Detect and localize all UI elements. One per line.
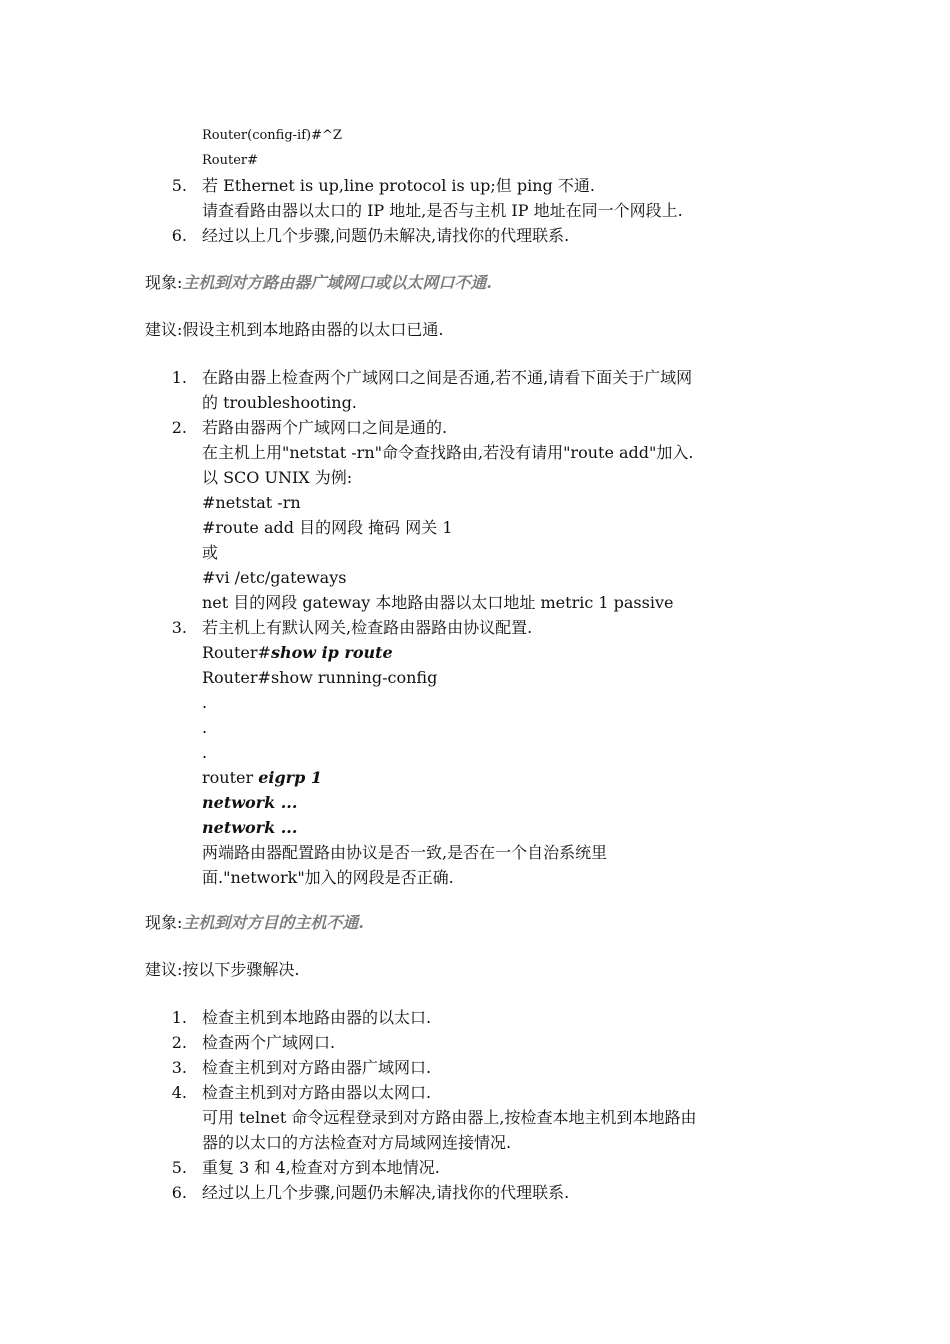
list-item-text: 检查主机到对方路由器以太网口. [202, 1083, 432, 1102]
list-item-text: 的 troubleshooting. [202, 393, 357, 412]
phenomenon-text: 主机到对方路由器广域网口或以太网口不通. [182, 273, 492, 292]
router-keyword: router [202, 768, 259, 787]
code-line: Router(config-if)#^Z [202, 128, 342, 143]
list-item-text: 在路由器上检查两个广域网口之间是否通,若不通,请看下面关于广域网 [202, 368, 693, 387]
list-number: 3. [171, 1058, 187, 1077]
suggestion-heading: 建议:按以下步骤解决. [145, 960, 300, 979]
list-number: 2. [171, 1033, 187, 1052]
dot-line: . [202, 718, 208, 737]
dot-line: . [202, 743, 208, 762]
list-number: 5. [171, 176, 187, 195]
code-line: net 目的网段 gateway 本地路由器以太口地址 metric 1 passive [202, 593, 674, 612]
suggestion-heading: 建议:假设主机到本地路由器的以太口已通. [145, 320, 444, 339]
dot-line: . [202, 693, 208, 712]
list-number: 6. [171, 226, 187, 245]
list-item-text: 若 Ethernet is up,line protocol is up;但 ping 不通. [202, 176, 595, 195]
code-line: Router#show running-config [202, 668, 438, 687]
list-item-text: 检查两个广域网口. [202, 1033, 336, 1052]
list-number: 4. [171, 1083, 187, 1102]
list-number: 6. [171, 1183, 187, 1202]
list-number: 3. [171, 618, 187, 637]
list-item-text: 器的以太口的方法检查对方局域网连接情况. [202, 1133, 512, 1152]
code-line: #vi /etc/gateways [202, 568, 347, 587]
router-prompt: Router# [202, 643, 271, 662]
list-item-text: 检查主机到本地路由器的以太口. [202, 1008, 432, 1027]
list-item-text: 若路由器两个广域网口之间是通的. [202, 418, 448, 437]
list-item-text: 重复 3 和 4,检查对方到本地情况. [202, 1158, 440, 1177]
phenomenon-heading [145, 911, 364, 935]
list-item-text: 或 [202, 543, 219, 562]
code-line [202, 766, 322, 790]
list-number: 5. [171, 1158, 187, 1177]
list-item-text: 在主机上用"netstat -rn"命令查找路由,若没有请用"route add"加入. [202, 443, 694, 462]
list-item-text: 两端路由器配置路由协议是否一致,是否在一个自治系统里 [202, 843, 608, 862]
list-item-text: 面."network"加入的网段是否正确. [202, 868, 454, 887]
list-item-text: 经过以上几个步骤,问题仍未解决,请找你的代理联系. [202, 226, 570, 245]
emphasized-command: eigrp 1 [258, 768, 322, 787]
code-line [202, 641, 393, 665]
list-item-text: 请查看路由器以太口的 IP 地址,是否与主机 IP 地址在同一个网段上. [202, 201, 683, 220]
list-item-text: 以 SCO UNIX 为例: [202, 468, 353, 487]
list-number: 1. [171, 1008, 187, 1027]
phenomenon-heading [145, 271, 492, 295]
list-item-text: 若主机上有默认网关,检查路由器路由协议配置. [202, 618, 533, 637]
phenomenon-label: 现象: [145, 273, 183, 292]
code-line: #route add 目的网段 掩码 网关 1 [202, 518, 453, 537]
code-line: #netstat -rn [202, 493, 301, 512]
code-line: network ... [202, 818, 298, 837]
list-number: 2. [171, 418, 187, 437]
code-line: network ... [202, 793, 298, 812]
phenomenon-text: 主机到对方目的主机不通. [182, 913, 364, 932]
list-item-text: 可用 telnet 命令远程登录到对方路由器上,按检查本地主机到本地路由 [202, 1108, 697, 1127]
emphasized-command: show ip route [270, 643, 393, 662]
code-line: Router# [202, 153, 259, 168]
phenomenon-label: 现象: [145, 913, 183, 932]
list-number: 1. [171, 368, 187, 387]
list-item-text: 经过以上几个步骤,问题仍未解决,请找你的代理联系. [202, 1183, 570, 1202]
list-item-text: 检查主机到对方路由器广域网口. [202, 1058, 432, 1077]
